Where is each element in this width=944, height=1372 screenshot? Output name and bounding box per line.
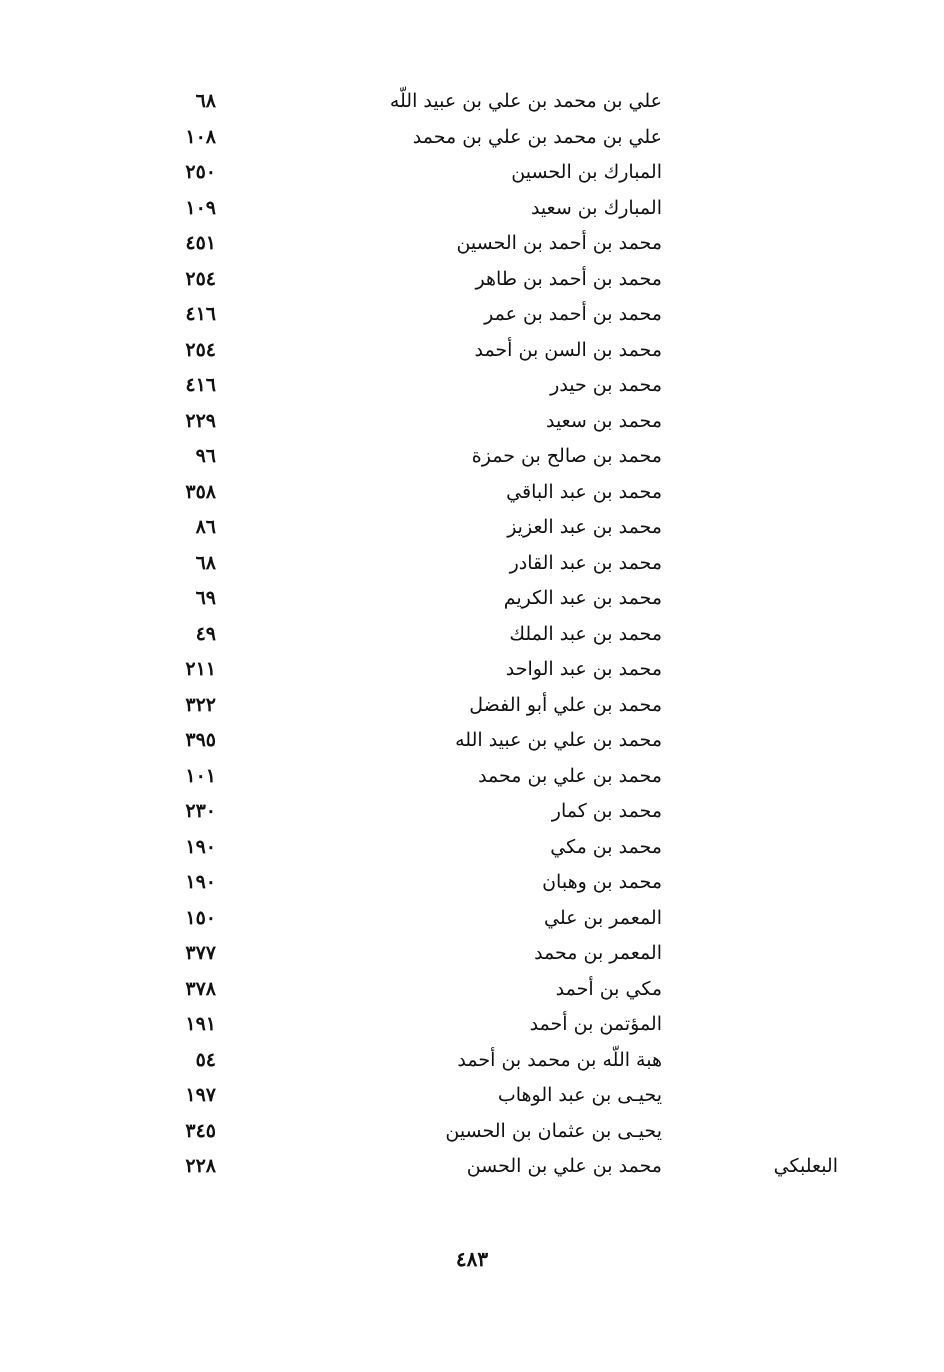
entry-name: محمد بن علي أبو الفضل (469, 693, 662, 716)
entry-name: محمد بن عبد الكريم (503, 587, 662, 609)
entry-name: المبارك بن سعيد (530, 196, 662, 219)
entry-page-ref: ٢٣٠ (185, 800, 216, 822)
entry-name: هبة اللّه بن محمد بن أحمد (457, 1048, 662, 1071)
entry-page-ref: ٤٥١ (185, 232, 216, 254)
entry-page-ref: ٦٩ (195, 587, 216, 609)
entry-page-ref: ٥٤ (195, 1048, 216, 1071)
entry-page-ref: ٢٢٩ (185, 409, 216, 432)
index-entry (0, 794, 944, 830)
entry-page-ref: ٦٨ (195, 551, 216, 574)
entry-name: محمد بن كمار (551, 800, 662, 822)
entry-page-ref: ٣٤٥ (185, 1119, 216, 1142)
entry-name: محمد بن وهبان (542, 871, 662, 893)
index-entry (0, 1043, 944, 1079)
entry-page-ref: ٢٢٨ (185, 1155, 216, 1177)
entry-name: محمد بن حيدر (550, 374, 662, 396)
entry-name: محمد بن عبد الملك (509, 622, 662, 645)
entry-name: علي بن محمد بن علي بن محمد (412, 125, 662, 148)
entry-page-ref: ٢٥٤ (185, 267, 216, 290)
index-entry (0, 155, 944, 191)
nisba-heading: البعلبكي (773, 1155, 838, 1177)
index-entry (0, 830, 944, 866)
entry-name: المعمر بن علي (544, 906, 662, 929)
entry-name: المبارك بن الحسين (511, 161, 662, 183)
index-entry (0, 439, 944, 475)
entry-page-ref: ٤١٦ (185, 374, 216, 396)
entry-name: المعمر بن محمد (534, 942, 662, 964)
index-entry (0, 546, 944, 582)
entry-name: يحيـى بن عبد الوهاب (497, 1084, 662, 1106)
index-entry (0, 84, 944, 120)
index-entry (0, 652, 944, 688)
entry-name: محمد بن سعيد (545, 409, 662, 432)
entry-page-ref: ٨٦ (195, 516, 216, 538)
index-entry (0, 1114, 944, 1150)
entry-name: محمد بن عبد العزيز (507, 516, 662, 538)
entry-page-ref: ٣٥٨ (185, 480, 216, 503)
entry-name: محمد بن علي بن عبيد الله (455, 729, 662, 751)
entry-page-ref: ٣٧٨ (185, 977, 216, 1000)
index-entry (0, 723, 944, 759)
index-entry (0, 688, 944, 724)
index-list (0, 84, 944, 1185)
entry-page-ref: ٢٥٠ (185, 161, 216, 183)
index-entry (0, 368, 944, 404)
entry-page-ref: ٣٢٢ (185, 693, 216, 716)
entry-name: مكي بن أحمد (555, 977, 662, 1000)
index-entry (0, 617, 944, 653)
index-entry (0, 581, 944, 617)
entry-name: محمد بن أحمد بن طاهر (475, 267, 662, 290)
entry-page-ref: ١٩١ (185, 1013, 216, 1035)
entry-name: علي بن محمد بن علي بن عبيد اللّه (389, 90, 662, 112)
index-entry (0, 936, 944, 972)
entry-page-ref: ١٠٨ (185, 125, 216, 148)
index-entry (0, 404, 944, 440)
entry-page-ref: ٦٨ (195, 90, 216, 112)
index-entry (0, 333, 944, 369)
entry-name: محمد بن السن بن أحمد (474, 338, 662, 361)
index-entry (0, 901, 944, 937)
entry-name: محمد بن مكي (550, 835, 662, 858)
entry-page-ref: ١٥٠ (185, 906, 216, 929)
page-number: ٤٨٣ (455, 1247, 489, 1271)
index-entry (0, 972, 944, 1008)
index-entry (0, 191, 944, 227)
index-entry (0, 1078, 944, 1114)
entry-page-ref: ٢٥٤ (185, 338, 216, 361)
index-entry (0, 865, 944, 901)
entry-name: يحيـى بن عثمان بن الحسين (445, 1119, 662, 1142)
index-entry (0, 120, 944, 156)
index-entry (0, 297, 944, 333)
entry-page-ref: ٢١١ (185, 658, 216, 680)
entry-page-ref: ٣٧٧ (185, 942, 216, 964)
index-entry (0, 226, 944, 262)
entry-page-ref: ١٩٠ (185, 835, 216, 858)
entry-page-ref: ٤١٦ (185, 303, 216, 325)
entry-page-ref: ١٩٠ (185, 871, 216, 893)
entry-name: محمد بن علي بن محمد (478, 764, 662, 787)
entry-name: محمد بن عبد الواحد (505, 658, 662, 680)
entry-page-ref: ٩٦ (195, 445, 216, 467)
entry-name: محمد بن عبد القادر (509, 551, 662, 574)
index-entry (0, 759, 944, 795)
entry-page-ref: ١٠٩ (185, 196, 216, 219)
entry-page-ref: ٣٩٥ (185, 729, 216, 751)
entry-page-ref: ٤٩ (195, 622, 216, 645)
index-entry (0, 475, 944, 511)
entry-name: محمد بن صالح بن حمزة (471, 445, 662, 467)
index-entry (0, 262, 944, 298)
entry-name: محمد بن علي بن الحسن (466, 1155, 662, 1177)
entry-name: محمد بن أحمد بن الحسين (456, 232, 662, 254)
entry-name: المؤتمن بن أحمد (529, 1013, 662, 1035)
index-entry-with-nisba (0, 1149, 944, 1185)
entry-page-ref: ١٠١ (185, 764, 216, 787)
index-entry (0, 510, 944, 546)
entry-name: محمد بن أحمد بن عمر (484, 303, 662, 325)
entry-name: محمد بن عبد الباقي (506, 480, 662, 503)
entry-page-ref: ١٩٧ (185, 1084, 216, 1106)
index-entry (0, 1007, 944, 1043)
